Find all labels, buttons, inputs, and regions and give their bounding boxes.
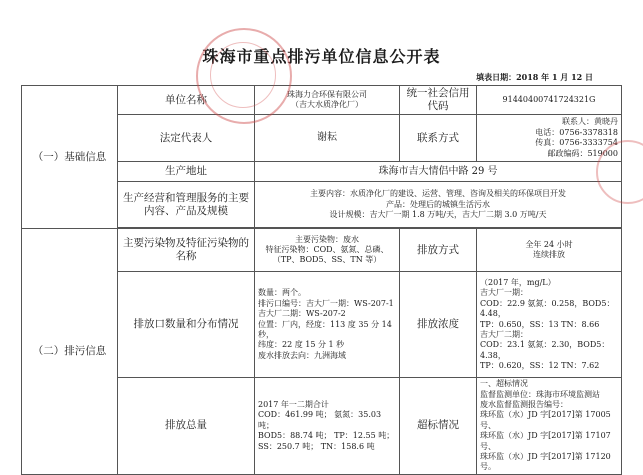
label-contact: 联系方式 [400, 115, 477, 162]
section-basic: （一）基础信息 [22, 86, 118, 229]
label-unit-name: 单位名称 [118, 86, 255, 115]
value-pollutants: 主要污染物：废水 特征污染物：COD、氨氮、总磷、 （TP、BOD5、SS、TN 等） [255, 229, 400, 272]
value-exceed: 一、超标情况 监督监测单位：珠海市环境监测站 废水监督监测报告编号： 珠环监（水）JD 字[2017]第 17005 号、 珠环监（水）JD 字[2017]第 17107 号、 珠环监（水）JD 字[2017]第 17120 号。 [477, 378, 622, 475]
value-legal-rep: 谢耘 [255, 115, 400, 162]
value-outlets: 数量：两个。 排污口编号：吉大厂一期：WS-207-1 吉大厂二期：WS-207-2 位置：厂内，经度：113 度 35 分 14 秒， 纬度：22 度 15 分 1 秒 废水排放去向：九洲海域 [255, 272, 400, 378]
value-total: 2017 年一二期合计 COD：461.99 吨； 氨氮：35.03 吨； BOD5：88.74 吨； TP：12.55 吨； SS：250.7 吨； TN：158.6 吨 [255, 378, 400, 475]
section-emission: （二）排污信息 [22, 229, 118, 475]
label-pollutants: 主要污染物及特征污染物的名称 [118, 229, 255, 272]
value-concentration: （2017 年，mg/L） 吉大厂一期： COD：22.9 氨氮：0.258，BOD5：4.48， TP：0.650，SS：13 TN：8.66 吉大厂二期： COD：23.1 氨氮：2.30，BOD5：4.38， TP：0.620，SS：12 TN：7.62 [477, 272, 622, 378]
value-unit-name: 珠海力合环保有限公司 （吉大水质净化厂） [255, 86, 400, 115]
info-table [21, 85, 622, 475]
label-outlets: 排放口数量和分布情况 [118, 272, 255, 378]
label-concentration: 排放浓度 [400, 272, 477, 378]
label-legal-rep: 法定代表人 [118, 115, 255, 162]
label-total: 排放总量 [118, 378, 255, 475]
label-discharge-method: 排放方式 [400, 229, 477, 272]
page-title: 珠海市重点排污单位信息公开表 [202, 47, 441, 66]
fill-date: 填表日期：2018 年 1 月 12 日 [476, 72, 593, 82]
value-contact: 联系人：黄晓丹 电话：0756-3378318 传真：0756-3333754 邮政编码：519000 [477, 115, 622, 162]
label-address: 生产地址 [118, 162, 255, 182]
value-discharge-method: 全年 24 小时 连续排放 [477, 229, 622, 272]
label-credit-code: 统一社会信用代码 [400, 86, 477, 115]
label-business: 生产经营和管理服务的主要内容、产品及规模 [118, 182, 255, 228]
value-business: 主要内容：水质净化厂的建设、运营、管理、咨询及相关的环保项目开发 产品：处理后的城镇生活污水 设计规模：吉大厂一期 1.8 万吨/天，吉大厂二期 3.0 万吨/天 [255, 182, 622, 228]
value-address: 珠海市吉大情侣中路 29 号 [255, 162, 622, 182]
company-seal-inner-ring [210, 42, 276, 108]
label-exceed: 超标情况 [400, 378, 477, 475]
value-credit-code: 91440400741724321G [477, 86, 622, 115]
